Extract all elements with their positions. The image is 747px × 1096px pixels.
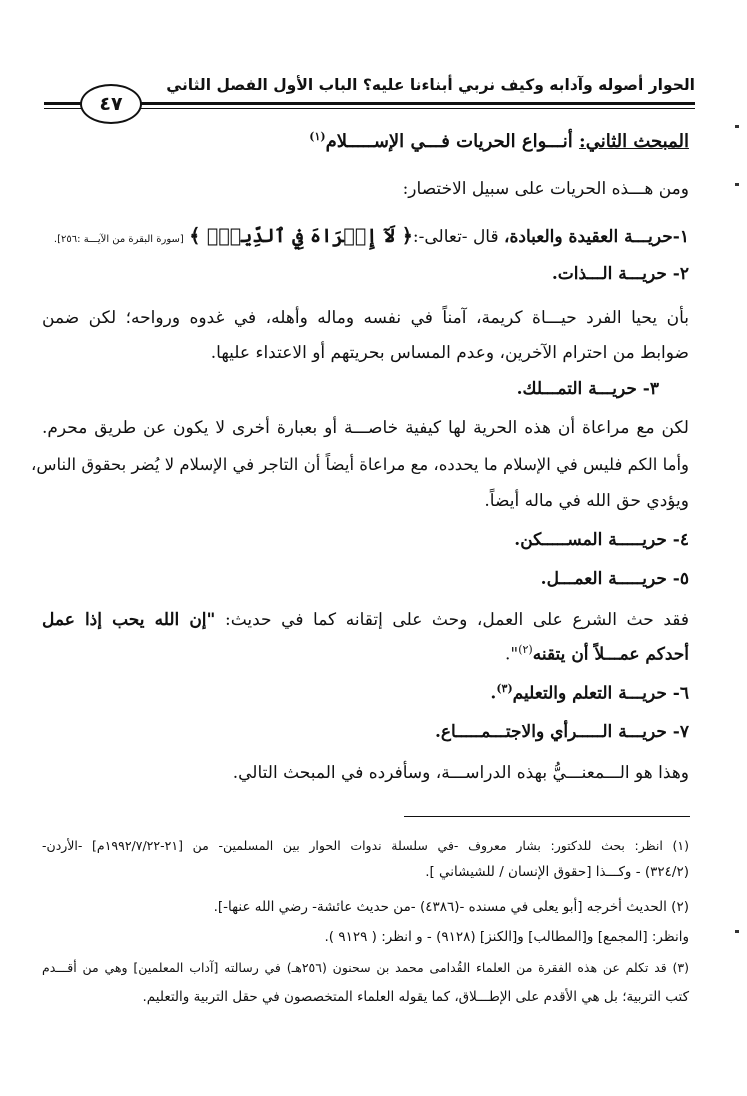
footnote-1-line-2: (٣٢٤/٢) - وكـــذا [حقوق الإنسان / للشيشاني ].: [425, 864, 689, 880]
item-2-heading: ٢- حريـــة الـــذات.: [551, 264, 689, 284]
header-rule-thin: [44, 108, 695, 109]
margin-mark: [735, 125, 739, 128]
footnote-ref-1: (١): [309, 130, 326, 143]
item-5-line-2: [505, 643, 689, 665]
footnote-2-line-1: (٢) الحديث أخرجه [أبو يعلى في مسنده -(٤٣٨٦) -من حديث عائشة- رضي الله عنها-].: [213, 899, 689, 915]
item-6-heading: [490, 682, 689, 704]
section-heading: [309, 130, 689, 153]
item-2-line-2: ضوابط من احترام الآخرين، وعدم المساس بحريتهم أو الاعتداء عليها.: [210, 343, 689, 363]
footnote-1-line-1: (١) انظر: بحث للدكتور: بشار معروف -في سلسلة ندوات الحوار بين المسلمين- من [٢١-١٩٩٢/٧/٢٢م] -الأردن-: [42, 838, 690, 853]
footnote-3-line-2: كتب التربية؛ بل هي الأقدم على الإطـــلاق، كما يقوله العلماء المتخصصون في حقل التربية والتعليم.: [142, 989, 689, 1005]
page-number: ٤٧: [80, 84, 142, 124]
footnote-ref-2: (٢): [518, 643, 533, 656]
margin-mark: [735, 930, 739, 933]
item-7-heading: ٧- حريـــة الـــــرأي والاجتـــمـــــاع.: [434, 722, 689, 742]
quran-verse: ﴿ لَآ إِكۡرَاهَ فِي ٱلدِّينِۖ ﴾: [189, 225, 413, 247]
footnote-ref-3: (٣): [496, 682, 513, 695]
item-1: [42, 225, 689, 248]
item-1-heading: ١-حريـــة العقيدة والعبادة،: [504, 227, 689, 247]
section-heading-text: أنـــواع الحريات فـــي الإســـــلام: [325, 131, 573, 152]
item-6-heading-text: ٦- حريـــة التعلم والتعليم: [512, 683, 689, 704]
item-5-line-1: [42, 610, 689, 630]
intro-paragraph: ومن هـــذه الحريات على سبيل الاختصار:: [402, 179, 689, 199]
item-5-heading: ٥- حريـــــة العمـــل.: [540, 569, 689, 589]
item-1-text: قال -تعالى-:: [412, 227, 505, 247]
item-4-heading: ٤- حريـــــة المســـــكن.: [514, 530, 689, 550]
hadith-quote-start: "إن الله يحب إذا عمل: [42, 610, 216, 630]
hadith-closing-mark: ".: [504, 644, 519, 665]
hadith-quote-end: أحدكم عمـــلاً أن يتقنه: [532, 644, 689, 665]
closing-paragraph: وهذا هو الـــمعنـــيُّ بهذه الدراســـة، وسأفرده في المبحث التالي.: [232, 763, 689, 783]
item-6-heading-end: .: [490, 683, 497, 704]
header-title: الحوار أصوله وآدابه وكيف نربي أبناءنا عليه؟ الباب الأول الفصل الثاني: [162, 76, 695, 94]
footnote-3-line-1: (٣) قد تكلم عن هذه الفقرة من العلماء القُدامى محمد بن سحنون (٢٥٦هـ) في رسالته [آداب المعلمين] وهي من أقـــدم: [42, 960, 689, 975]
footnote-separator: [404, 816, 690, 817]
section-heading-label: المبحث الثاني:: [579, 131, 689, 152]
footnote-2-line-2: وانظر: [المجمع] و[المطالب] و[الكنز] (٩١٢٨) - و انظر: ( ٩١٢٩ ).: [324, 929, 689, 945]
verse-reference: [سورة البقرة من الآيـــة :٢٥٦].: [53, 234, 184, 245]
item-5-text: فقد حث الشرع على العمل، وحث على إتقانه كما في حديث:: [215, 610, 689, 630]
item-3-line-2: وأما الكم فليس في الإسلام ما يحدده، مع مراعاة أيضاً أن التاجر في الإسلام لا يُضر بحقوق الناس،: [31, 455, 689, 474]
running-header: [44, 72, 695, 118]
margin-mark: [735, 183, 739, 186]
item-2-line-1: بأن يحيا الفرد حيـــاة كريمة، آمناً في نفسه وماله وأهله، في غدوه ورواحه؛ لكن ضمن: [42, 308, 689, 328]
item-3-line-3: ويؤدي حق الله في ماله أيضاً.: [484, 491, 689, 511]
item-3-heading: ٣- حريـــة التمـــلك.: [516, 379, 659, 399]
item-3-line-1: لكن مع مراعاة أن هذه الحرية لها كيفية خاصـــة أو بعبارة أخرى لا يكون عن طريق محرم.: [42, 418, 689, 438]
